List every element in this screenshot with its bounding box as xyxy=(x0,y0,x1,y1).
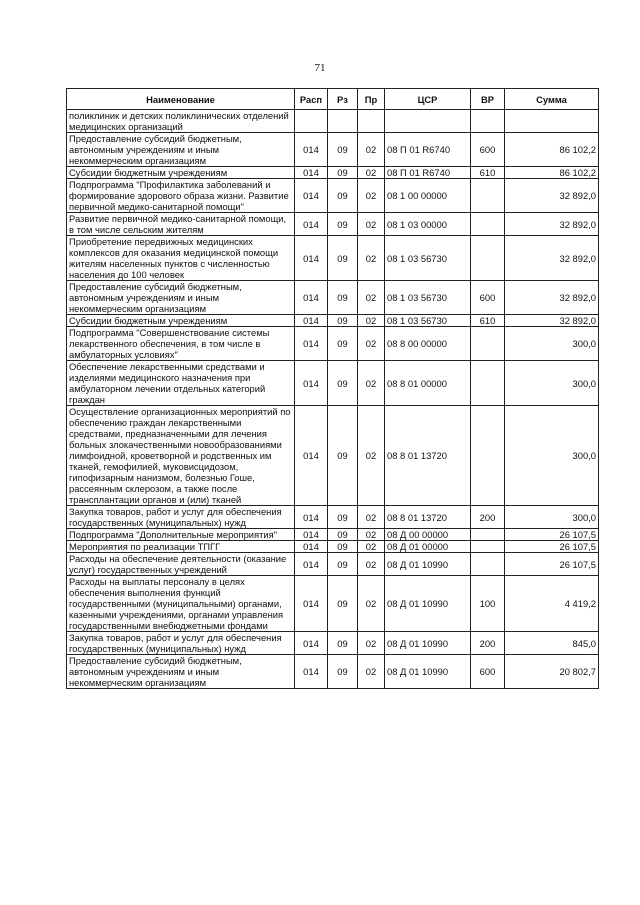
table-row xyxy=(67,167,599,179)
row-pr: 02 xyxy=(358,576,385,632)
row-name: поликлиник и детских поликлинических отделений медицинских организаций xyxy=(67,110,295,133)
row-name: Подпрограмма "Профилактика заболеваний и формирование здорового образа жизни. Развитие первичной медико-санитарной помощи" xyxy=(67,179,295,213)
row-csr: 08 8 01 00000 xyxy=(385,361,471,406)
row-vr xyxy=(471,236,505,281)
table-row xyxy=(67,133,599,167)
row-name: Субсидии бюджетным учреждениям xyxy=(67,315,295,327)
row-sum: 32 892,0 xyxy=(505,213,599,236)
row-rasp: 014 xyxy=(295,553,328,576)
row-rz: 09 xyxy=(328,133,358,167)
row-rz: 09 xyxy=(328,167,358,179)
row-sum: 26 107,5 xyxy=(505,529,599,541)
row-rz: 09 xyxy=(328,655,358,689)
row-vr: 610 xyxy=(471,315,505,327)
row-vr: 200 xyxy=(471,632,505,655)
row-name: Осуществление организационных мероприятий по обеспечению граждан лекарственными средствами, предназначенными для лечения больных злокачественными новообразованиями лимфоидной, кроветворной и родственных им тканей, гемофилией, муковисцидозом, гипофизарным нанизмом, болезнью Гоше, рассеянным склерозом, а также после трансплантации органов и (или) тканей xyxy=(67,406,295,506)
row-csr xyxy=(385,110,471,133)
row-csr: 08 П 01 R6740 xyxy=(385,167,471,179)
row-vr: 600 xyxy=(471,655,505,689)
table-row xyxy=(67,541,599,553)
row-name: Субсидии бюджетным учреждениям xyxy=(67,167,295,179)
row-vr xyxy=(471,553,505,576)
row-csr: 08 Д 01 10990 xyxy=(385,632,471,655)
table-row xyxy=(67,576,599,632)
row-rz: 09 xyxy=(328,541,358,553)
row-csr: 08 Д 00 00000 xyxy=(385,529,471,541)
row-sum: 26 107,5 xyxy=(505,553,599,576)
row-vr: 600 xyxy=(471,281,505,315)
table-row xyxy=(67,179,599,213)
budget-table xyxy=(66,88,599,689)
row-pr: 02 xyxy=(358,236,385,281)
header-rasp: Расп xyxy=(295,89,328,110)
row-rasp xyxy=(295,110,328,133)
row-pr: 02 xyxy=(358,529,385,541)
table-body xyxy=(67,110,599,689)
row-csr: 08 Д 01 10990 xyxy=(385,553,471,576)
header-pr: Пр xyxy=(358,89,385,110)
row-vr xyxy=(471,541,505,553)
row-rasp: 014 xyxy=(295,576,328,632)
row-pr: 02 xyxy=(358,506,385,529)
row-sum: 32 892,0 xyxy=(505,315,599,327)
row-vr xyxy=(471,361,505,406)
row-rz: 09 xyxy=(328,361,358,406)
row-pr: 02 xyxy=(358,179,385,213)
row-name: Расходы на обеспечение деятельности (оказание услуг) государственных учреждений xyxy=(67,553,295,576)
row-name: Подпрограмма "Совершенствование системы лекарственного обеспечения, в том числе в амбулаторных условиях" xyxy=(67,327,295,361)
row-rz: 09 xyxy=(328,529,358,541)
row-rz: 09 xyxy=(328,213,358,236)
table-row xyxy=(67,655,599,689)
row-rz: 09 xyxy=(328,553,358,576)
row-name: Расходы на выплаты персоналу в целях обеспечения выполнения функций государственными (муниципальными) органами, казенными учреждениями, органами управления государственными внебюджетными фондами xyxy=(67,576,295,632)
row-vr xyxy=(471,179,505,213)
row-sum: 26 107,5 xyxy=(505,541,599,553)
table-row xyxy=(67,315,599,327)
row-name: Предоставление субсидий бюджетным, автономным учреждениям и иным некоммерческим организациям xyxy=(67,655,295,689)
row-sum: 4 419,2 xyxy=(505,576,599,632)
row-csr: 08 1 03 56730 xyxy=(385,315,471,327)
row-name: Приобретение передвижных медицинских комплексов для оказания медицинской помощи жителям населенных пунктов с численностью населения до 100 человек xyxy=(67,236,295,281)
row-csr: 08 1 03 56730 xyxy=(385,236,471,281)
row-pr: 02 xyxy=(358,281,385,315)
row-name: Подпрограмма "Дополнительные мероприятия" xyxy=(67,529,295,541)
row-sum: 32 892,0 xyxy=(505,179,599,213)
row-vr xyxy=(471,529,505,541)
table-row xyxy=(67,281,599,315)
row-vr: 200 xyxy=(471,506,505,529)
row-sum: 20 802,7 xyxy=(505,655,599,689)
row-csr: 08 8 01 13720 xyxy=(385,506,471,529)
table-header xyxy=(67,89,599,110)
row-rz: 09 xyxy=(328,632,358,655)
row-rasp: 014 xyxy=(295,281,328,315)
row-name: Обеспечение лекарственными средствами и изделиями медицинского назначения при амбулаторном лечении отдельных категорий граждан xyxy=(67,361,295,406)
row-rasp: 014 xyxy=(295,506,328,529)
header-sum: Сумма xyxy=(505,89,599,110)
row-name: Предоставление субсидий бюджетным, автономным учреждениям и иным некоммерческим организациям xyxy=(67,281,295,315)
row-pr: 02 xyxy=(358,213,385,236)
row-rasp: 014 xyxy=(295,167,328,179)
row-rasp: 014 xyxy=(295,406,328,506)
table-row xyxy=(67,213,599,236)
row-pr xyxy=(358,110,385,133)
row-rz: 09 xyxy=(328,281,358,315)
row-pr: 02 xyxy=(358,315,385,327)
table-row xyxy=(67,236,599,281)
row-csr: 08 1 03 00000 xyxy=(385,213,471,236)
row-rasp: 014 xyxy=(295,529,328,541)
row-sum: 300,0 xyxy=(505,361,599,406)
row-pr: 02 xyxy=(358,541,385,553)
row-csr: 08 Д 01 00000 xyxy=(385,541,471,553)
row-rz: 09 xyxy=(328,315,358,327)
row-pr: 02 xyxy=(358,632,385,655)
row-rasp: 014 xyxy=(295,632,328,655)
row-pr: 02 xyxy=(358,655,385,689)
header-vr: ВР xyxy=(471,89,505,110)
table-row xyxy=(67,553,599,576)
table-row xyxy=(67,632,599,655)
row-pr: 02 xyxy=(358,406,385,506)
row-pr: 02 xyxy=(358,167,385,179)
row-name: Предоставление субсидий бюджетным, автономным учреждениям и иным некоммерческим организациям xyxy=(67,133,295,167)
row-rz: 09 xyxy=(328,576,358,632)
row-csr: 08 1 03 56730 xyxy=(385,281,471,315)
row-vr: 100 xyxy=(471,576,505,632)
row-sum: 86 102,2 xyxy=(505,167,599,179)
row-vr xyxy=(471,110,505,133)
row-csr: 08 Д 01 10990 xyxy=(385,655,471,689)
row-rz: 09 xyxy=(328,406,358,506)
row-rz: 09 xyxy=(328,327,358,361)
row-vr: 610 xyxy=(471,167,505,179)
row-csr: 08 Д 01 10990 xyxy=(385,576,471,632)
row-sum: 845,0 xyxy=(505,632,599,655)
row-csr: 08 8 01 13720 xyxy=(385,406,471,506)
row-rasp: 014 xyxy=(295,213,328,236)
table-row xyxy=(67,406,599,506)
row-sum: 86 102,2 xyxy=(505,133,599,167)
row-pr: 02 xyxy=(358,553,385,576)
row-name: Закупка товаров, работ и услуг для обеспечения государственных (муниципальных) нужд xyxy=(67,506,295,529)
row-sum xyxy=(505,110,599,133)
row-sum: 32 892,0 xyxy=(505,236,599,281)
header-rz: Рз xyxy=(328,89,358,110)
row-csr: 08 8 00 00000 xyxy=(385,327,471,361)
row-vr xyxy=(471,406,505,506)
row-name: Мероприятия по реализации ТПГГ xyxy=(67,541,295,553)
row-rasp: 014 xyxy=(295,541,328,553)
row-pr: 02 xyxy=(358,361,385,406)
table-row xyxy=(67,327,599,361)
row-name: Развитие первичной медико-санитарной помощи, в том числе сельским жителям xyxy=(67,213,295,236)
row-rasp: 014 xyxy=(295,179,328,213)
table-row xyxy=(67,529,599,541)
row-rz: 09 xyxy=(328,506,358,529)
row-csr: 08 1 00 00000 xyxy=(385,179,471,213)
row-vr: 600 xyxy=(471,133,505,167)
row-rz xyxy=(328,110,358,133)
row-sum: 300,0 xyxy=(505,506,599,529)
row-sum: 300,0 xyxy=(505,406,599,506)
row-rasp: 014 xyxy=(295,361,328,406)
row-rasp: 014 xyxy=(295,315,328,327)
row-sum: 32 892,0 xyxy=(505,281,599,315)
row-rasp: 014 xyxy=(295,236,328,281)
row-rasp: 014 xyxy=(295,327,328,361)
row-name: Закупка товаров, работ и услуг для обеспечения государственных (муниципальных) нужд xyxy=(67,632,295,655)
table-row xyxy=(67,361,599,406)
row-csr: 08 П 01 R6740 xyxy=(385,133,471,167)
row-rasp: 014 xyxy=(295,655,328,689)
row-rasp: 014 xyxy=(295,133,328,167)
row-rz: 09 xyxy=(328,179,358,213)
row-sum: 300,0 xyxy=(505,327,599,361)
header-name: Наименование xyxy=(67,89,295,110)
header-csr: ЦСР xyxy=(385,89,471,110)
row-pr: 02 xyxy=(358,133,385,167)
table-row xyxy=(67,506,599,529)
page-number: 71 xyxy=(314,62,326,74)
row-pr: 02 xyxy=(358,327,385,361)
row-vr xyxy=(471,213,505,236)
table-row xyxy=(67,110,599,133)
row-vr xyxy=(471,327,505,361)
row-rz: 09 xyxy=(328,236,358,281)
